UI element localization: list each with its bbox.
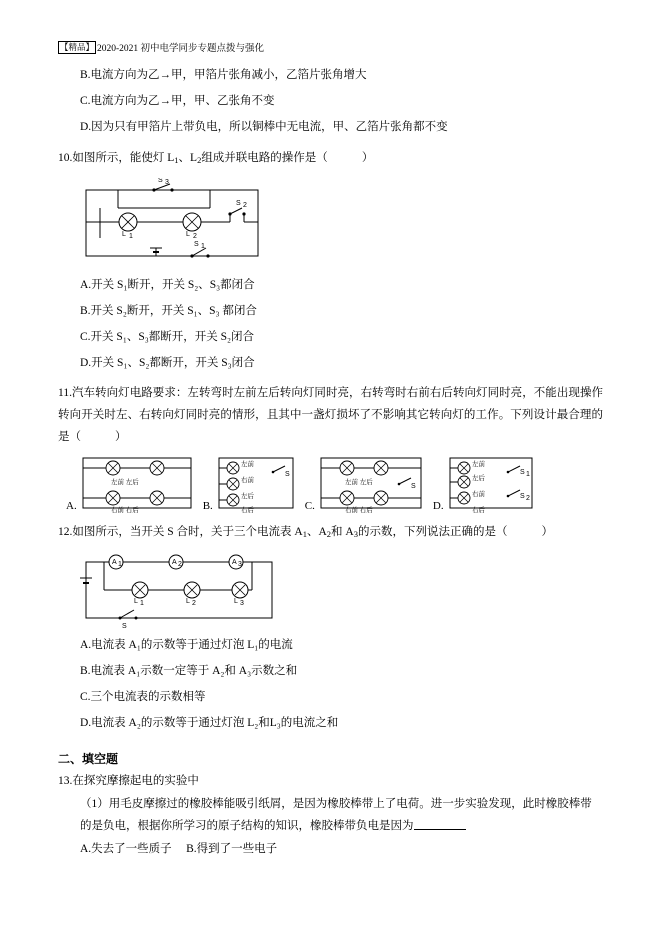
q10-option-a: A.开关 S₁断开，开关 S₂、S₃都闭合 (80, 279, 255, 291)
svg-text:右后: 右后 (240, 507, 254, 514)
svg-text:2: 2 (193, 233, 197, 240)
q9-option-c: C.电流方向为乙→甲，甲、乙张角不变 (80, 95, 275, 107)
svg-text:左前: 左前 (240, 461, 254, 468)
svg-text:左后: 左后 (240, 493, 254, 500)
svg-text:左前 左后: 左前 左后 (344, 479, 373, 486)
svg-text:左后: 左后 (471, 475, 485, 482)
svg-text:2: 2 (192, 600, 196, 607)
svg-text:3: 3 (240, 600, 244, 607)
q12-option-d: D.电流表 A₂的示数等于通过灯泡 L₂和L₃的电流之和 (80, 717, 339, 729)
svg-text:3: 3 (238, 561, 242, 568)
svg-text:2: 2 (243, 202, 247, 209)
svg-text:S: S (284, 471, 290, 478)
svg-text:A: A (172, 559, 177, 566)
svg-text:右后: 右后 (471, 507, 485, 514)
q9-option-d: D.因为只有甲箔片上带负电，所以铜棒中无电流，甲、乙箔片张角都不变 (80, 121, 448, 133)
q10-option-c: C.开关 S₁、S₃都断开，开关 S₂闭合 (80, 331, 255, 343)
svg-text:右前: 右前 (471, 491, 485, 498)
q10-option-b: B.开关 S₂断开，开关 S₁、S₃ 都闭合 (80, 305, 257, 317)
svg-text:A: A (232, 559, 237, 566)
svg-text:2: 2 (525, 495, 530, 502)
svg-text:S: S (158, 178, 163, 184)
svg-text:L: L (186, 598, 190, 605)
q13-sub1-cont: 的是负电，根据你所学习的原子结构的知识，橡胶棒带负电是因为 (80, 815, 603, 837)
q13-sub1: （1）用毛皮摩擦过的橡胶棒能吸引纸屑，是因为橡胶棒带上了电荷。进一步实验发现，此时橡胶棒带 (80, 798, 592, 810)
q12-option-c: C.三个电流表的示数相等 (80, 691, 206, 703)
q10-stem: 10.如图所示，能使灯 $L_1$、$L_2$组成并联电路的操作是（ ） (58, 152, 374, 165)
svg-text:右前: 右前 (240, 477, 254, 484)
svg-text:2: 2 (178, 561, 182, 568)
header-text: 2020-2021 初中电学同步专题点拨与强化 (97, 44, 265, 54)
svg-text:L: L (186, 231, 190, 238)
q11-figure-c: C. 左前 左后 右前 右后 S (305, 452, 427, 514)
svg-text:L: L (122, 231, 126, 238)
svg-text:S: S (519, 469, 525, 476)
svg-text:S: S (194, 241, 199, 248)
svg-text:S: S (236, 200, 241, 207)
q11-stem: 11.汽车转向灯电路要求：左转弯时左前左后转向灯同时亮，右转弯时右前右后转向灯同时亮，不能出现操作转向开关时左、右转向灯同时亮的情形，且其中一盏灯损坏了不影响其它转向灯的工作。下列设计最合理的是（ ） (58, 387, 603, 443)
q9-option-b: B.电流方向为乙→甲，甲箔片张角减小，乙箔片张角增大 (80, 69, 367, 81)
q10-option-d: D.开关 S₁、S₂都断开，开关 S₃闭合 (80, 357, 255, 369)
svg-text:1: 1 (140, 600, 144, 607)
svg-text:右前 右后: 右前 右后 (344, 507, 373, 514)
q12-figure (80, 550, 603, 630)
q10-figure (80, 178, 603, 268)
svg-text:1: 1 (201, 243, 205, 250)
q11-figure-d: D. 左前 左后 右前 右后 S 1 S 2 (433, 452, 538, 514)
svg-text:左前 左后: 左前 左后 (110, 479, 139, 486)
q12-option-b: B.电流表 A₁示数一定等于 A₂和 A₃示数之和 (80, 665, 298, 677)
svg-text:1: 1 (525, 471, 530, 478)
header-badge: 【精品】 (60, 42, 95, 52)
answer-blank[interactable] (414, 818, 466, 830)
svg-text:右前 右后: 右前 右后 (110, 507, 139, 514)
q12-stem: 12.如图所示，当开关 S 合时，关于三个电流表 $A_1$、$A_2$和 $A_3$的示数，下列说法正确的是（ ） (58, 526, 553, 539)
q11-figures (66, 452, 603, 514)
svg-text:1: 1 (118, 561, 122, 568)
svg-text:1: 1 (129, 233, 133, 240)
section-title-fill-in-blank: 二、填空题 (58, 752, 119, 766)
svg-text:A: A (112, 559, 117, 566)
q11-figure-b: B. 左前 右前 左后 右后 S (203, 452, 299, 514)
svg-text:S: S (122, 623, 127, 630)
svg-text:S: S (410, 483, 416, 490)
svg-text:L: L (234, 598, 238, 605)
q11-figure-a: A. 左前 左后 右前 右后 (66, 452, 197, 514)
svg-text:左前: 左前 (471, 461, 485, 468)
q12-option-a: A.电流表 A₁的示数等于通过灯泡 L₁的电流 (80, 639, 293, 651)
page-header (58, 40, 603, 54)
svg-text:L: L (134, 598, 138, 605)
svg-text:S: S (519, 493, 525, 500)
q13-stem: 13.在探究摩擦起电的实验中 (58, 775, 199, 787)
q13-options: A.失去了一些质子 B.得到了一些电子 (80, 843, 278, 855)
svg-text:3: 3 (165, 179, 169, 186)
